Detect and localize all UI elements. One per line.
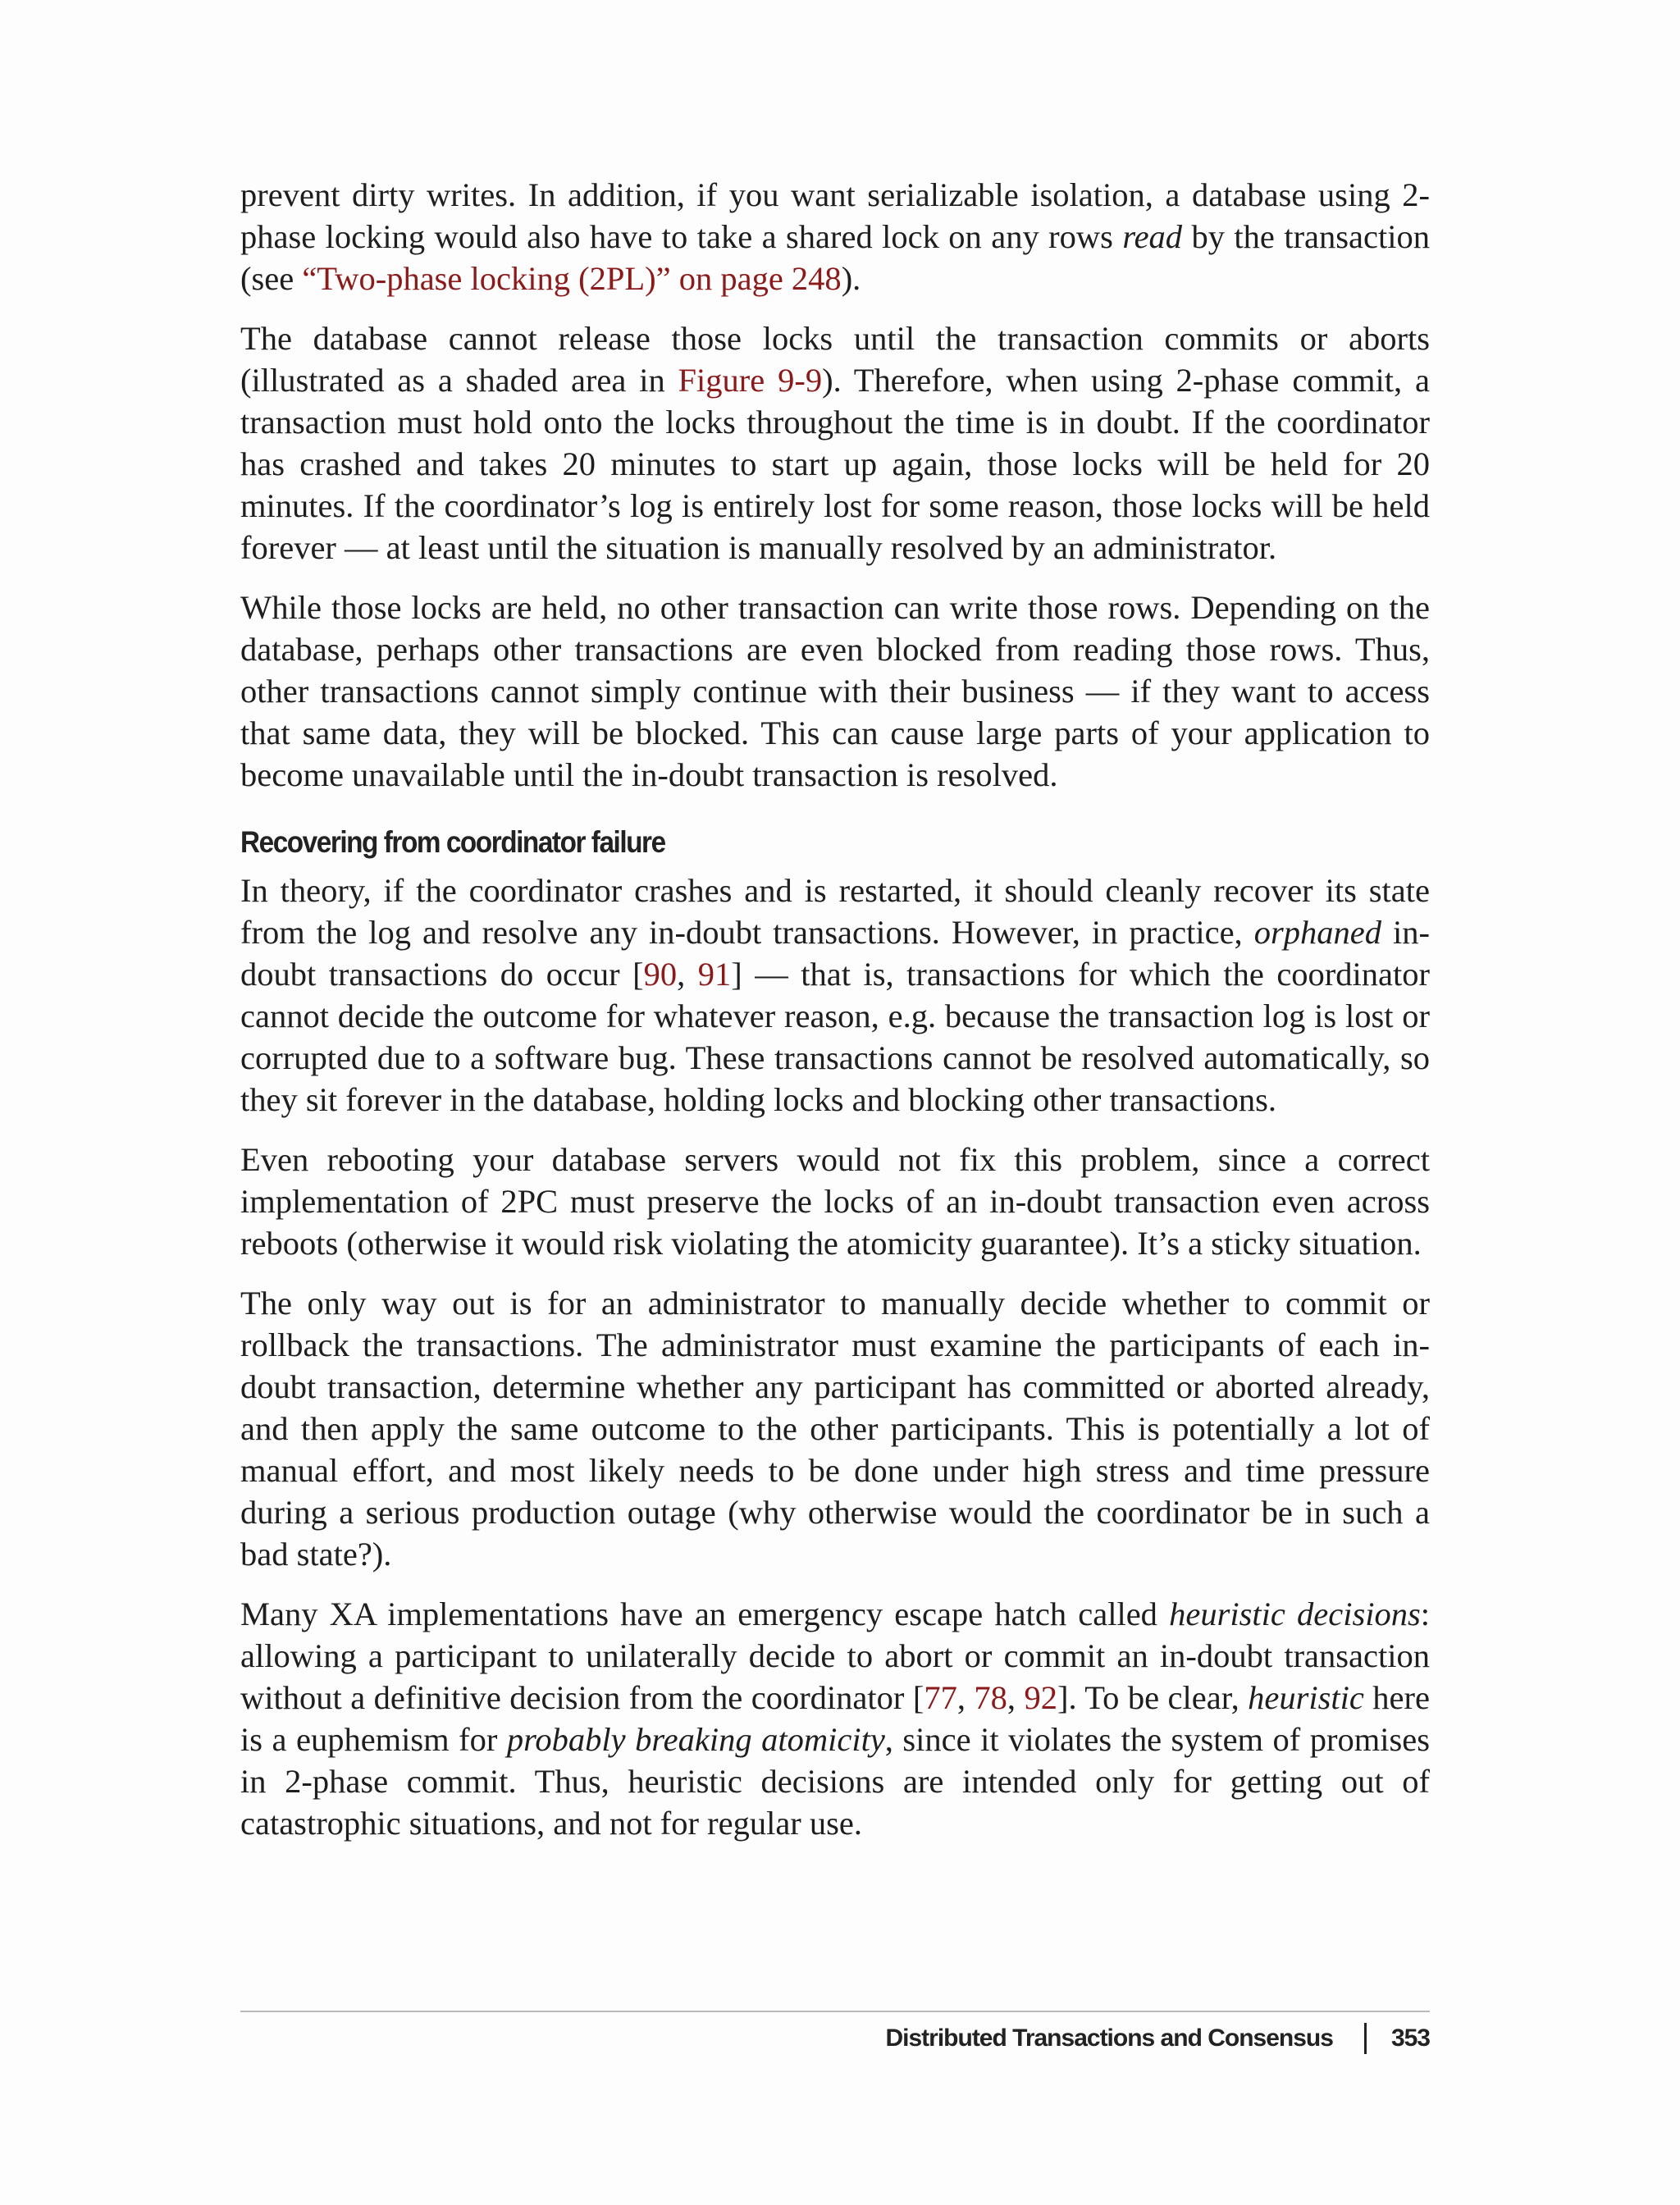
citation-link-78[interactable]: 78 bbox=[974, 1679, 1007, 1716]
citation-link-91[interactable]: 91 bbox=[697, 956, 732, 993]
footer-chapter-title: Distributed Transactions and Consensus bbox=[885, 2025, 1333, 2052]
page-number: 353 bbox=[1390, 2025, 1430, 2052]
page-footer bbox=[885, 2023, 1430, 2054]
cross-reference-link-2pl[interactable]: “Two-phase locking (2PL)” on page 248 bbox=[302, 260, 842, 297]
footer-separator bbox=[1364, 2023, 1367, 2054]
citation-link-77[interactable]: 77 bbox=[924, 1679, 957, 1716]
paragraph-5: Even rebooting your database servers would not fix this problem, since a correct implementation of 2PC must preserve the locks of an in-doubt transaction even across reboots (otherwise it would risk violating the atomicity guarantee). It’s a sticky situation. bbox=[240, 1141, 1430, 1262]
citation-link-90[interactable]: 90 bbox=[643, 956, 678, 993]
paragraph-3: While those locks are held, no other transaction can write those rows. Depending on the database, perhaps other transactions are even blocked from reading those rows. Thus, other transactions cannot simply continue with their business — if they want to access that same data, they will be blocked. This can cause large parts of your application to become unavailable until the in-doubt transaction is resolved. bbox=[240, 589, 1430, 793]
paragraph-1: prevent dirty writes. In addition, if you want serializable isolation, a database using 2-phase locking would also have to take a shared lock on any rows read by the transaction (see “Two-phase locking (2PL)” on page 248). bbox=[240, 176, 1430, 297]
paragraph-7: Many XA implementations have an emergency escape hatch called heuristic decisions: allowing a participant to unilaterally decide to abort or commit an in-doubt transaction without a definitive decision from the coordinator [77, 78, 92]. To be clear, heuristic here is a euphemism for probably breaking atomicity, since it violates the system of promises in 2-phase commit. Thus, heuristic decisions are intended only for getting out of catastrophic situations, and not for regular use. bbox=[240, 1596, 1431, 1842]
paragraph-2: The database cannot release those locks until the transaction commits or aborts (illustrated as a shaded area in Figure 9-9). Therefore, when using 2-phase commit, a transaction must hold onto the locks throughout the time is in doubt. If the coordinator has crashed and takes 20 minutes to start up again, those locks will be held for 20 minutes. If the coordinator’s log is entirely lost for some reason, those locks will be held forever — at least until the situation is manually resolved by an administrator. bbox=[240, 320, 1430, 566]
figure-link-9-9[interactable]: Figure 9-9 bbox=[678, 362, 823, 399]
paragraph-6: The only way out is for an administrator to manually decide whether to commit or rollback the transactions. The administrator must examine the participants of each in-doubt transaction, determine whether any participant has committed or aborted already, and then apply the same outcome to the other participants. This is potentially a lot of manual effort, and most likely needs to be done under high stress and time pressure during a serious production outage (why otherwise would the coordinator be in such a bad state?). bbox=[240, 1285, 1430, 1573]
citation-link-92[interactable]: 92 bbox=[1024, 1679, 1057, 1716]
footer-divider bbox=[240, 2011, 1430, 2012]
paragraph-4: In theory, if the coordinator crashes and is restarted, it should cleanly recover its state from the log and resolve any in-doubt transactions. However, in practice, orphaned in-doubt transactions do occur [90, 91] — that is, transactions for which the coordinator cannot decide the outcome for whatever reason, e.g. because the transaction log is lost or corrupted due to a software bug. These transactions cannot be resolved automatically, so they sit forever in the database, holding locks and blocking other transactions. bbox=[240, 872, 1431, 1118]
section-heading: Recovering from coordinator failure bbox=[240, 825, 665, 859]
page-body bbox=[240, 174, 1430, 1862]
